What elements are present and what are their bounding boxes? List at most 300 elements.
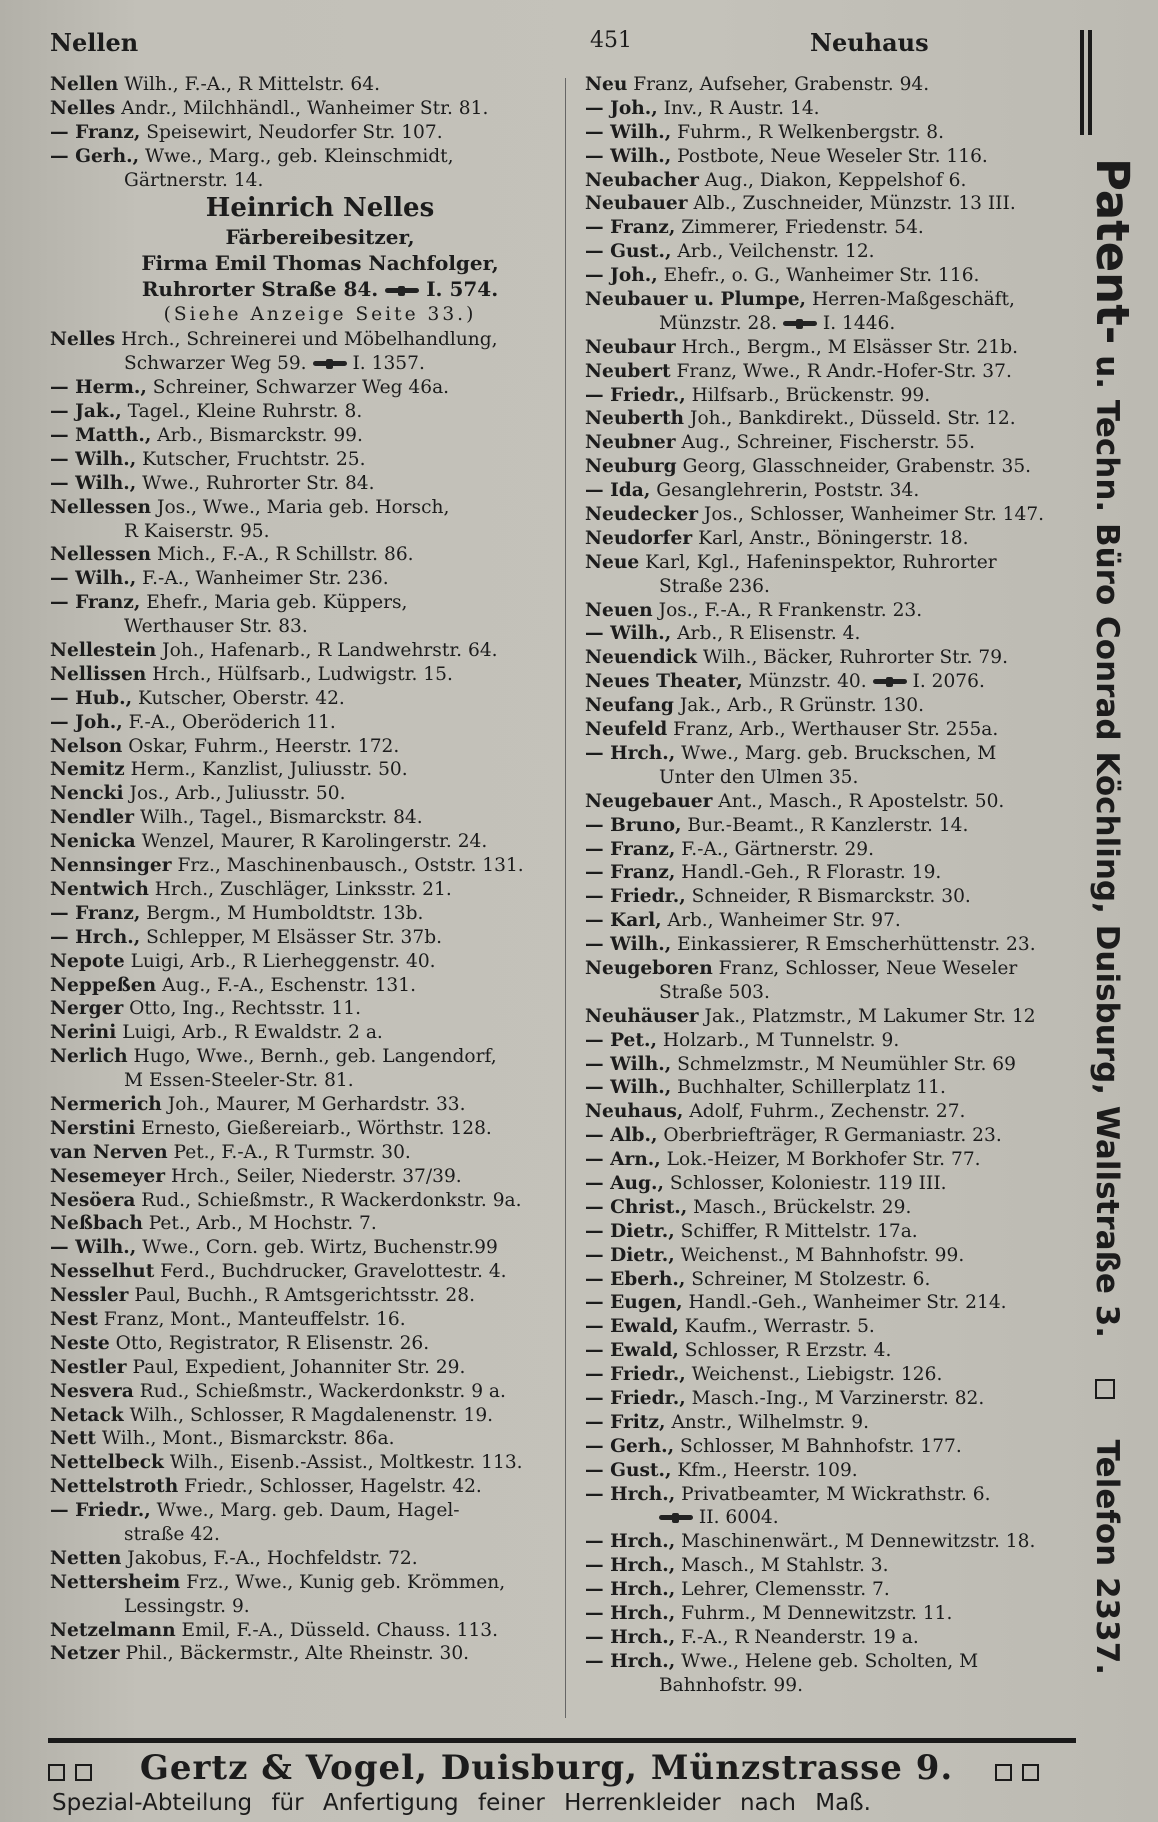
entry-details: Schiffer, R Mittelstr. 17a. bbox=[674, 1220, 918, 1242]
entry-name: — Franz, bbox=[585, 217, 676, 239]
directory-entry bbox=[50, 1595, 560, 1619]
entry-phone: I. 1446. bbox=[822, 312, 896, 334]
directory-entry bbox=[585, 431, 1085, 455]
directory-entry bbox=[50, 687, 560, 711]
entry-name: — Hrch., bbox=[50, 926, 141, 948]
entry-details: Jos., Schlosser, Wanheimer Str. 147. bbox=[698, 504, 1045, 526]
entry-details: F.-A., Gärtnerstr. 29. bbox=[675, 838, 875, 860]
entry-details: Franz, Aufseher, Grabenstr. 94. bbox=[627, 74, 930, 95]
entry-details: Luigi, Arb., R Lierheggenstr. 40. bbox=[124, 950, 436, 972]
entry-details: Hugo, Wwe., Bernh., geb. Langendorf, bbox=[127, 1046, 497, 1068]
directory-entry bbox=[50, 711, 560, 735]
entry-name: — Franz, bbox=[50, 592, 141, 614]
entry-details: Arb., Veilchenstr. 12. bbox=[671, 241, 875, 263]
directory-entry bbox=[50, 615, 560, 639]
entry-details: Zimmerer, Friedenstr. 54. bbox=[675, 217, 924, 239]
entry-name: — Jak., bbox=[50, 401, 122, 423]
entry-details: Pet., Arb., M Hochstr. 7. bbox=[142, 1213, 377, 1235]
entry-details: Anstr., Wilhelmstr. 9. bbox=[665, 1411, 869, 1433]
entry-name: — Hrch., bbox=[585, 1483, 676, 1505]
entry-details: Joh., Maurer, M Gerhardstr. 33. bbox=[161, 1093, 466, 1115]
entry-continuation: straße 42. bbox=[124, 1523, 220, 1545]
entry-name: Nesselhut bbox=[50, 1261, 155, 1283]
directory-entry bbox=[585, 622, 1085, 646]
directory-entry bbox=[585, 814, 1085, 838]
entry-details: Arb., R Elisenstr. 4. bbox=[671, 623, 861, 645]
directory-entry bbox=[50, 1141, 560, 1165]
entry-name: — Friedr., bbox=[50, 1500, 151, 1522]
entry-details: Schneider, R Bismarckstr. 30. bbox=[685, 886, 971, 908]
entry-name: — Matth., bbox=[50, 425, 152, 447]
entry-details: Otto, Ing., Rechtsstr. 11. bbox=[123, 998, 361, 1020]
side-advertisement bbox=[1083, 158, 1141, 1698]
directory-entry bbox=[585, 790, 1085, 814]
entry-name: — Wilh., bbox=[585, 145, 672, 167]
entry-details: Rud., Schießmstr., Wackerdonkstr. 9 a. bbox=[133, 1380, 506, 1402]
directory-entry bbox=[50, 1093, 560, 1117]
directory-entry bbox=[585, 1124, 1085, 1148]
entry-name: — Franz, bbox=[50, 121, 141, 143]
entry-details: Karl, Anstr., Böningerstr. 18. bbox=[692, 527, 969, 549]
directory-entry bbox=[585, 957, 1085, 981]
directory-entry bbox=[50, 567, 560, 591]
directory-entry bbox=[585, 1005, 1085, 1029]
directory-entry bbox=[50, 73, 560, 97]
directory-entry bbox=[50, 169, 560, 193]
entry-details: Karl, Kgl., Hafeninspektor, Ruhrorter bbox=[639, 551, 997, 573]
entry-name: — Ewald, bbox=[585, 1316, 679, 1338]
entry-details: Paul, Buchh., R Amtsgerichtsstr. 28. bbox=[128, 1285, 475, 1307]
directory-entry bbox=[585, 981, 1085, 1005]
directory-entry bbox=[50, 1045, 560, 1069]
entry-name: Neugeboren bbox=[585, 957, 713, 979]
directory-entry bbox=[50, 997, 560, 1021]
entry-name: — Ewald, bbox=[585, 1340, 679, 1362]
entry-details: Schmelzmstr., M Neumühler Str. 69 bbox=[671, 1053, 1016, 1075]
directory-entry bbox=[50, 854, 560, 878]
entry-name: — Hrch., bbox=[585, 1555, 676, 1577]
entry-name: — Joh., bbox=[50, 711, 123, 733]
entry-name: Neubauer bbox=[585, 193, 688, 215]
entry-details: Luigi, Arb., R Ewaldstr. 2 a. bbox=[116, 1022, 383, 1044]
entry-name: — Wilh., bbox=[585, 623, 672, 645]
footer-advertisement bbox=[48, 1748, 1078, 1788]
entry-details: Kutscher, Fruchtstr. 25. bbox=[136, 448, 366, 470]
entry-details: Wilh., F.-A., R Mittelstr. 64. bbox=[118, 74, 381, 95]
entry-details: Weichenst., Liebigstr. 126. bbox=[685, 1364, 943, 1386]
entry-name: Nest bbox=[50, 1308, 98, 1330]
directory-entry bbox=[585, 646, 1085, 670]
entry-name: — Wilh., bbox=[585, 1077, 672, 1099]
entry-details: Speisewirt, Neudorfer Str. 107. bbox=[140, 121, 443, 143]
directory-entry bbox=[50, 1069, 560, 1093]
entry-details: Tagel., Kleine Ruhrstr. 8. bbox=[121, 401, 363, 423]
entry-details: Oberbriefträger, R Germaniastr. 23. bbox=[657, 1125, 1002, 1147]
ad-street: Ruhrorter Straße 84. bbox=[141, 277, 379, 302]
entry-details: Jos., Arb., Juliusstr. 50. bbox=[123, 783, 346, 805]
entry-details: Franz, Mont., Manteuffelstr. 16. bbox=[97, 1308, 406, 1330]
directory-entry bbox=[50, 950, 560, 974]
entry-details: Bergm., M Humboldtstr. 13b. bbox=[140, 902, 424, 924]
directory-entry bbox=[585, 1172, 1085, 1196]
ad-reference: (Siehe Anzeige Seite 33.) bbox=[163, 304, 477, 326]
entry-details: Wilh., Bäcker, Ruhrorter Str. 79. bbox=[696, 647, 1009, 669]
entry-name: — Franz, bbox=[585, 838, 676, 860]
side-ad-text: u. Techn. Büro Conrad Köchling, Duisburg, Wallstraße 3. bbox=[1089, 355, 1125, 1339]
entry-details: Joh., Bankdirekt., Düsseld. Str. 12. bbox=[684, 408, 1016, 430]
directory-entry bbox=[585, 455, 1085, 479]
entry-details: Postbote, Neue Weseler Str. 116. bbox=[671, 145, 988, 167]
directory-entry bbox=[585, 336, 1085, 360]
directory-entry bbox=[585, 766, 1085, 790]
entry-details: Franz, Schlosser, Neue Weseler bbox=[712, 957, 1018, 979]
entry-name: Nepote bbox=[50, 950, 125, 972]
entry-details: Mich., F.-A., R Schillstr. 86. bbox=[151, 544, 414, 566]
directory-entry bbox=[585, 1578, 1085, 1602]
entry-name: Nesöera bbox=[50, 1189, 136, 1211]
entry-details: F.-A., R Neanderstr. 19 a. bbox=[675, 1626, 919, 1648]
footer-tagline: Spezial-Abteilung für Anfertigung feiner Herrenkleider nach Maß. bbox=[52, 1790, 871, 1816]
entry-details: Hrch., Hülfsarb., Ludwigstr. 15. bbox=[146, 663, 453, 685]
entry-name: — Wilh., bbox=[585, 1053, 672, 1075]
entry-name: — Hrch., bbox=[585, 1603, 676, 1624]
telephone-icon bbox=[385, 286, 419, 296]
entry-details: Handl.-Geh., R Florastr. 19. bbox=[675, 862, 942, 884]
entry-name: Nellissen bbox=[50, 663, 147, 685]
directory-entry bbox=[585, 1387, 1085, 1411]
directory-entry bbox=[50, 1499, 560, 1523]
directory-entry bbox=[50, 639, 560, 663]
directory-entry bbox=[50, 663, 560, 687]
entry-details: Jak., Arb., R Grünstr. 130. bbox=[673, 695, 925, 717]
entry-details: Maschinenwärt., M Dennewitzstr. 18. bbox=[675, 1531, 1036, 1553]
directory-entry bbox=[585, 169, 1085, 193]
directory-entry bbox=[585, 1459, 1085, 1483]
entry-name: — Wilh., bbox=[50, 448, 137, 470]
entry-name: — Fritz, bbox=[585, 1411, 666, 1433]
entry-name: Nendler bbox=[50, 807, 135, 829]
directory-entry bbox=[50, 1284, 560, 1308]
directory-entry bbox=[50, 1523, 560, 1547]
directory-entry bbox=[50, 424, 560, 448]
directory-entry bbox=[585, 1506, 1085, 1530]
entry-continuation: M Essen-Steeler-Str. 81. bbox=[124, 1070, 354, 1092]
entry-name: Neuen bbox=[585, 599, 653, 621]
entry-name: Neubert bbox=[585, 360, 671, 382]
entry-continuation: Lessingstr. 9. bbox=[124, 1595, 250, 1617]
entry-details: Hrch., Bergm., M Elsässer Str. 21b. bbox=[675, 336, 1019, 358]
directory-entry bbox=[585, 1411, 1085, 1435]
entry-details: Jos., F.-A., R Frankenstr. 23. bbox=[652, 599, 923, 621]
directory-entry bbox=[585, 384, 1085, 408]
entry-details: Wwe., Marg. geb. Bruckschen, M bbox=[675, 742, 997, 764]
entry-details: Frz., Wwe., Kunig geb. Krömmen, bbox=[180, 1571, 506, 1593]
entry-continuation: Gärtnerstr. 14. bbox=[124, 169, 264, 191]
directory-entry bbox=[585, 1291, 1085, 1315]
entry-name: Nelles bbox=[50, 97, 116, 119]
entry-details: Wwe., Ruhrorter Str. 84. bbox=[136, 472, 375, 494]
entry-name: — Hrch., bbox=[585, 1626, 676, 1648]
entry-details: Wilh., Tagel., Bismarckstr. 84. bbox=[134, 807, 423, 829]
entry-name: Neste bbox=[50, 1332, 110, 1354]
directory-entry bbox=[50, 830, 560, 854]
entry-details: Masch., Brückelstr. 29. bbox=[687, 1196, 912, 1218]
directory-entry bbox=[50, 1475, 560, 1499]
directory-entry bbox=[585, 1220, 1085, 1244]
directory-entry bbox=[585, 1315, 1085, 1339]
entry-continuation: Bahnhofstr. 99. bbox=[659, 1674, 804, 1696]
directory-entry bbox=[585, 1053, 1085, 1077]
entry-details: Pet., F.-A., R Turmstr. 30. bbox=[167, 1141, 411, 1163]
entry-details: Oskar, Fuhrm., Heerstr. 172. bbox=[122, 735, 400, 757]
entry-name: Nelson bbox=[50, 735, 123, 757]
entry-details: Jos., Wwe., Maria geb. Horsch, bbox=[151, 496, 450, 518]
entry-details: Adolf, Fuhrm., Zechenstr. 27. bbox=[683, 1101, 966, 1123]
directory-entry bbox=[585, 1268, 1085, 1292]
entry-details: Holzarb., M Tunnelstr. 9. bbox=[656, 1029, 900, 1051]
entry-details: Franz, Wwe., R Andr.-Hofer-Str. 37. bbox=[670, 360, 1012, 382]
entry-details: Masch., M Stahlstr. 3. bbox=[675, 1555, 889, 1577]
entry-name: Neubacher bbox=[585, 169, 699, 191]
entry-details: Otto, Registrator, R Elisenstr. 26. bbox=[109, 1332, 430, 1354]
entry-details: Wilh., Eisenb.-Assist., Moltkestr. 113. bbox=[163, 1452, 523, 1474]
directory-entry bbox=[50, 878, 560, 902]
entry-name: Neufeld bbox=[585, 719, 668, 741]
entry-name: — Dietr., bbox=[585, 1220, 675, 1242]
entry-details: Gesanglehrerin, Poststr. 34. bbox=[650, 480, 920, 502]
directory-entry bbox=[50, 1165, 560, 1189]
entry-details: Hrch., Schreinerei und Möbelhandlung, bbox=[115, 329, 498, 351]
entry-name: — Gerh., bbox=[50, 145, 140, 167]
entry-name: Neudorfer bbox=[585, 527, 693, 549]
entry-name: Neufang bbox=[585, 695, 674, 717]
directory-entry bbox=[585, 694, 1085, 718]
directory-entry bbox=[585, 360, 1085, 384]
ad-title: Heinrich Nelles bbox=[205, 193, 435, 224]
entry-name: Nerlich bbox=[50, 1046, 128, 1068]
entry-details: Wwe., Marg., geb. Kleinschmidt, bbox=[139, 145, 454, 167]
entry-name: Nettersheim bbox=[50, 1571, 181, 1593]
entry-details: Aug., Diakon, Keppelshof 6. bbox=[698, 169, 967, 191]
entry-name: Neubner bbox=[585, 432, 676, 454]
directory-entry bbox=[50, 806, 560, 830]
directory-entry bbox=[50, 400, 560, 424]
entry-name: Netack bbox=[50, 1404, 124, 1426]
entry-details: Ehefr., o. G., Wanheimer Str. 116. bbox=[657, 265, 980, 287]
entry-name: Nerger bbox=[50, 998, 124, 1020]
square-ornament-icon bbox=[48, 1750, 102, 1790]
entry-details: Schlosser, M Bahnhofstr. 177. bbox=[674, 1435, 962, 1457]
entry-details: Friedr., Schlosser, Hagelstr. 42. bbox=[178, 1476, 482, 1498]
entry-name: — Franz, bbox=[585, 862, 676, 884]
entry-details: Kfm., Heerstr. 109. bbox=[671, 1459, 858, 1481]
entry-details: Wilh., Mont., Bismarckstr. 86a. bbox=[96, 1428, 395, 1450]
header-left-keyword: Nellen bbox=[50, 28, 139, 57]
directory-entry bbox=[50, 121, 560, 145]
directory-entry bbox=[50, 1380, 560, 1404]
entry-details: Phil., Bäckermstr., Alte Rheinstr. 30. bbox=[119, 1643, 470, 1665]
entry-continuation: Münzstr. 28. bbox=[659, 312, 778, 334]
right-column bbox=[585, 73, 1085, 1698]
entry-name: — Hrch., bbox=[585, 1579, 676, 1601]
entry-name: Nellessen bbox=[50, 544, 152, 566]
directory-entry bbox=[50, 472, 560, 496]
entry-name: Nettelstroth bbox=[50, 1476, 179, 1498]
nelles-advertisement bbox=[50, 192, 560, 328]
directory-entry bbox=[585, 407, 1085, 431]
directory-entry bbox=[585, 1626, 1085, 1650]
entry-details: Ehefr., Maria geb. Küppers, bbox=[140, 592, 408, 614]
directory-entry bbox=[50, 974, 560, 998]
entry-details: Kaufm., Werrastr. 5. bbox=[678, 1316, 875, 1338]
entry-details: Münzstr. 40. bbox=[742, 671, 867, 693]
directory-entry bbox=[585, 97, 1085, 121]
side-ad-patent: Patent- bbox=[1086, 158, 1139, 345]
directory-entry bbox=[50, 1332, 560, 1356]
directory-entry bbox=[50, 1260, 560, 1284]
entry-details: Alb., Zuschneider, Münzstr. 13 III. bbox=[687, 193, 1016, 215]
header-right-keyword: Neuhaus bbox=[810, 28, 929, 57]
left-column bbox=[50, 73, 560, 1666]
entry-name: Neues Theater, bbox=[585, 671, 743, 693]
directory-entry bbox=[50, 1021, 560, 1045]
directory-entry bbox=[585, 479, 1085, 503]
directory-entry bbox=[585, 1076, 1085, 1100]
entry-name: — Ida, bbox=[585, 480, 651, 502]
page-number: 451 bbox=[590, 28, 632, 53]
directory-entry bbox=[585, 73, 1085, 97]
entry-details: Andr., Milchhändl., Wanheimer Str. 81. bbox=[115, 97, 489, 119]
directory-entry bbox=[50, 448, 560, 472]
entry-details: Jakobus, F.-A., Hochfeldstr. 72. bbox=[121, 1547, 418, 1569]
entry-details: Bur.-Beamt., R Kanzlerstr. 14. bbox=[681, 814, 969, 836]
directory-entry bbox=[50, 145, 560, 169]
telephone-icon bbox=[873, 677, 907, 687]
entry-name: — Eugen, bbox=[585, 1292, 683, 1314]
telephone-icon bbox=[783, 319, 817, 329]
entry-details: Schreiner, M Stolzestr. 6. bbox=[685, 1268, 931, 1290]
directory-entry bbox=[585, 933, 1085, 957]
directory-entry bbox=[585, 838, 1085, 862]
directory-entry bbox=[50, 1189, 560, 1213]
footer-rule bbox=[48, 1738, 1076, 1743]
directory-entry bbox=[50, 1451, 560, 1475]
entry-name: Neuendick bbox=[585, 647, 697, 669]
entry-name: Netten bbox=[50, 1547, 122, 1569]
directory-entry bbox=[50, 1642, 560, 1666]
entry-name: — Hrch., bbox=[585, 742, 676, 764]
directory-entry bbox=[50, 1571, 560, 1595]
entry-name: Netzelmann bbox=[50, 1619, 176, 1641]
directory-entry bbox=[50, 1404, 560, 1428]
directory-entry bbox=[585, 1339, 1085, 1363]
entry-name: Neubaur bbox=[585, 336, 676, 358]
entry-continuation: Straße 503. bbox=[659, 981, 770, 1003]
directory-entry bbox=[50, 1619, 560, 1643]
directory-entry bbox=[585, 1100, 1085, 1124]
entry-name: Nett bbox=[50, 1428, 97, 1450]
directory-entry bbox=[585, 1363, 1085, 1387]
entry-details: Jak., Platzmstr., M Lakumer Str. 12 bbox=[698, 1005, 1036, 1027]
entry-name: — Pet., bbox=[585, 1029, 657, 1051]
entry-details: Kutscher, Oberstr. 42. bbox=[132, 687, 345, 709]
directory-entry bbox=[50, 520, 560, 544]
entry-continuation: Straße 236. bbox=[659, 575, 770, 597]
directory-entry bbox=[585, 599, 1085, 623]
directory-entry bbox=[585, 264, 1085, 288]
directory-entry bbox=[50, 591, 560, 615]
entry-details: F.-A., Wanheimer Str. 236. bbox=[136, 568, 389, 590]
entry-name: Neu bbox=[585, 74, 628, 95]
directory-entry bbox=[585, 718, 1085, 742]
directory-entry bbox=[50, 543, 560, 567]
directory-entry bbox=[50, 1308, 560, 1332]
entry-name: — Aug., bbox=[585, 1172, 664, 1194]
entry-name: — Gerh., bbox=[585, 1435, 675, 1457]
directory-entry bbox=[585, 1483, 1085, 1507]
entry-name: Nesemeyer bbox=[50, 1165, 166, 1187]
entry-name: Neuburg bbox=[585, 456, 677, 478]
entry-name: Neuberth bbox=[585, 408, 685, 430]
entry-name: — Friedr., bbox=[585, 1387, 686, 1409]
entry-name: — Hrch., bbox=[585, 1650, 676, 1672]
directory-entry bbox=[585, 503, 1085, 527]
entry-details: Wilh., Schlosser, R Magdalenenstr. 19. bbox=[123, 1404, 494, 1426]
entry-details: Joh., Hafenarb., R Landwehrstr. 64. bbox=[156, 640, 498, 662]
entry-details: Schlosser, R Erzstr. 4. bbox=[678, 1340, 892, 1362]
entry-name: Netzer bbox=[50, 1643, 120, 1665]
directory-entry bbox=[585, 527, 1085, 551]
footer-company: Gertz & Vogel, Duisburg, Münzstrasse 9. bbox=[139, 1748, 954, 1788]
entry-continuation: Unter den Ulmen 35. bbox=[659, 766, 859, 788]
directory-entry bbox=[585, 1650, 1085, 1674]
directory-entry bbox=[585, 1029, 1085, 1053]
entry-details: Schreiner, Schwarzer Weg 46a. bbox=[146, 377, 450, 399]
directory-entry bbox=[50, 1427, 560, 1451]
entry-details: Schlepper, M Elsässer Str. 37b. bbox=[140, 926, 443, 948]
entry-name: — Christ., bbox=[585, 1196, 688, 1218]
directory-entry bbox=[585, 742, 1085, 766]
entry-details: Paul, Expedient, Johanniter Str. 29. bbox=[126, 1356, 466, 1378]
square-ornament-icon bbox=[995, 1750, 1049, 1790]
entry-details: Fuhrm., M Dennewitzstr. 11. bbox=[675, 1603, 953, 1624]
directory-entry bbox=[50, 782, 560, 806]
entry-name: Neugebauer bbox=[585, 790, 713, 812]
entry-name: — Wilh., bbox=[50, 472, 137, 494]
directory-entry bbox=[585, 861, 1085, 885]
entry-name: van Nerven bbox=[50, 1141, 168, 1163]
entry-details: Ant., Masch., R Apostelstr. 50. bbox=[712, 790, 1005, 812]
page-header bbox=[40, 24, 1070, 58]
directory-entry bbox=[585, 288, 1085, 312]
entry-name: — Bruno, bbox=[585, 814, 682, 836]
entry-name: — Wilh., bbox=[50, 568, 137, 590]
entry-name: Neuhäuser bbox=[585, 1005, 699, 1027]
entry-name: Nennsinger bbox=[50, 855, 172, 877]
directory-entry bbox=[50, 1236, 560, 1260]
directory-entry bbox=[50, 376, 560, 400]
directory-entry bbox=[50, 496, 560, 520]
directory-entry bbox=[585, 670, 1085, 694]
entry-name: Nentwich bbox=[50, 878, 149, 900]
directory-entry bbox=[50, 97, 560, 121]
ad-address bbox=[80, 276, 560, 302]
directory-entry bbox=[585, 885, 1085, 909]
ad-line: Färbereibesitzer, bbox=[225, 225, 415, 250]
entry-name: — Joh., bbox=[585, 265, 658, 287]
entry-name: — Friedr., bbox=[585, 886, 686, 908]
entry-phone: I. 1357. bbox=[352, 353, 425, 375]
